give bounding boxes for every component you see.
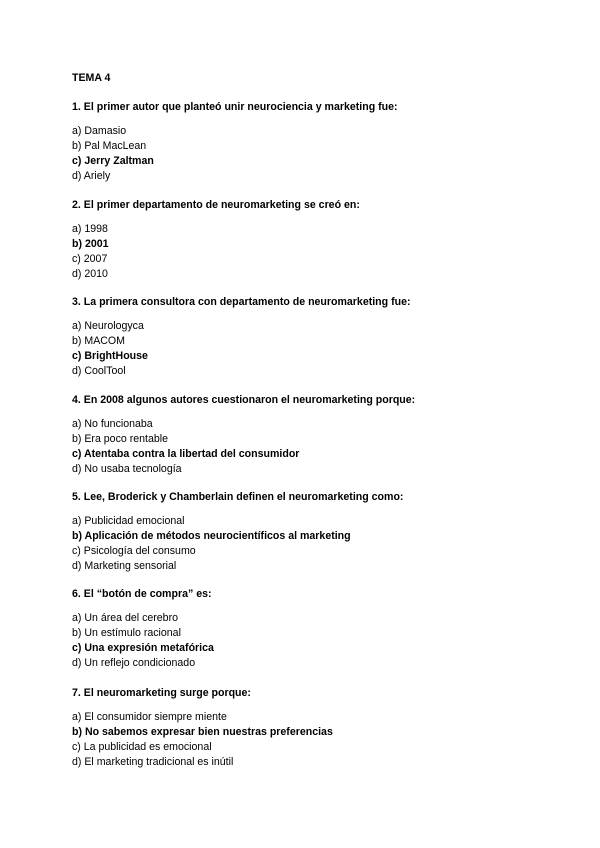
option-d: d) 2010 — [72, 268, 108, 280]
option-d: d) CoolTool — [72, 365, 126, 377]
option-b: b) Era poco rentable — [72, 433, 168, 445]
question-text: 5. Lee, Broderick y Chamberlain definen el neuromarketing como: — [72, 491, 404, 503]
option-b-correct: b) 2001 — [72, 238, 109, 250]
question-2 — [72, 198, 552, 282]
options-list — [72, 319, 552, 379]
option-d: d) Un reflejo condicionado — [72, 657, 196, 669]
question-1 — [72, 100, 552, 184]
question-7 — [72, 686, 552, 770]
option-c: c) La publicidad es emocional — [72, 741, 212, 753]
options-list — [72, 417, 552, 477]
options-list — [72, 514, 552, 574]
question-text: 7. El neuromarketing surge porque: — [72, 687, 251, 699]
options-list — [72, 124, 552, 184]
option-c-correct: c) Una expresión metafórica — [72, 642, 214, 654]
option-a: a) El consumidor siempre miente — [72, 711, 227, 723]
option-c: c) 2007 — [72, 253, 108, 265]
option-a: a) Damasio — [72, 125, 127, 137]
option-b: b) MACOM — [72, 335, 125, 347]
option-a: a) Neurologyca — [72, 320, 144, 332]
question-6 — [72, 587, 552, 671]
option-d: d) No usaba tecnología — [72, 463, 182, 475]
options-list — [72, 222, 552, 282]
question-3 — [72, 295, 552, 379]
option-c-correct: c) Jerry Zaltman — [72, 155, 154, 167]
option-b: b) Un estímulo racional — [72, 627, 181, 639]
option-b-correct: b) No sabemos expresar bien nuestras preferencias — [72, 726, 333, 738]
question-5 — [72, 490, 552, 574]
option-d: d) El marketing tradicional es inútil — [72, 756, 234, 768]
option-c-correct: c) BrightHouse — [72, 350, 148, 362]
option-c-correct: c) Atentaba contra la libertad del consumidor — [72, 448, 300, 460]
option-d: d) Ariely — [72, 170, 111, 182]
option-a: a) 1998 — [72, 223, 108, 235]
option-a: a) Publicidad emocional — [72, 515, 185, 527]
option-b: b) Pal MacLean — [72, 140, 147, 152]
option-d: d) Marketing sensorial — [72, 560, 177, 572]
option-b-correct: b) Aplicación de métodos neurocientíficos al marketing — [72, 530, 351, 542]
question-text: 6. El “botón de compra” es: — [72, 588, 212, 600]
options-list — [72, 710, 552, 770]
question-text: 4. En 2008 algunos autores cuestionaron el neuromarketing porque: — [72, 394, 416, 406]
question-text: 2. El primer departamento de neuromarketing se creó en: — [72, 199, 360, 211]
option-c: c) Psicología del consumo — [72, 545, 196, 557]
option-a: a) Un área del cerebro — [72, 612, 178, 624]
document-title: TEMA 4 — [72, 72, 111, 84]
question-4 — [72, 393, 552, 477]
question-text: 3. La primera consultora con departamento de neuromarketing fue: — [72, 296, 411, 308]
options-list — [72, 611, 552, 671]
question-text: 1. El primer autor que planteó unir neurociencia y marketing fue: — [72, 101, 398, 113]
option-a: a) No funcionaba — [72, 418, 153, 430]
